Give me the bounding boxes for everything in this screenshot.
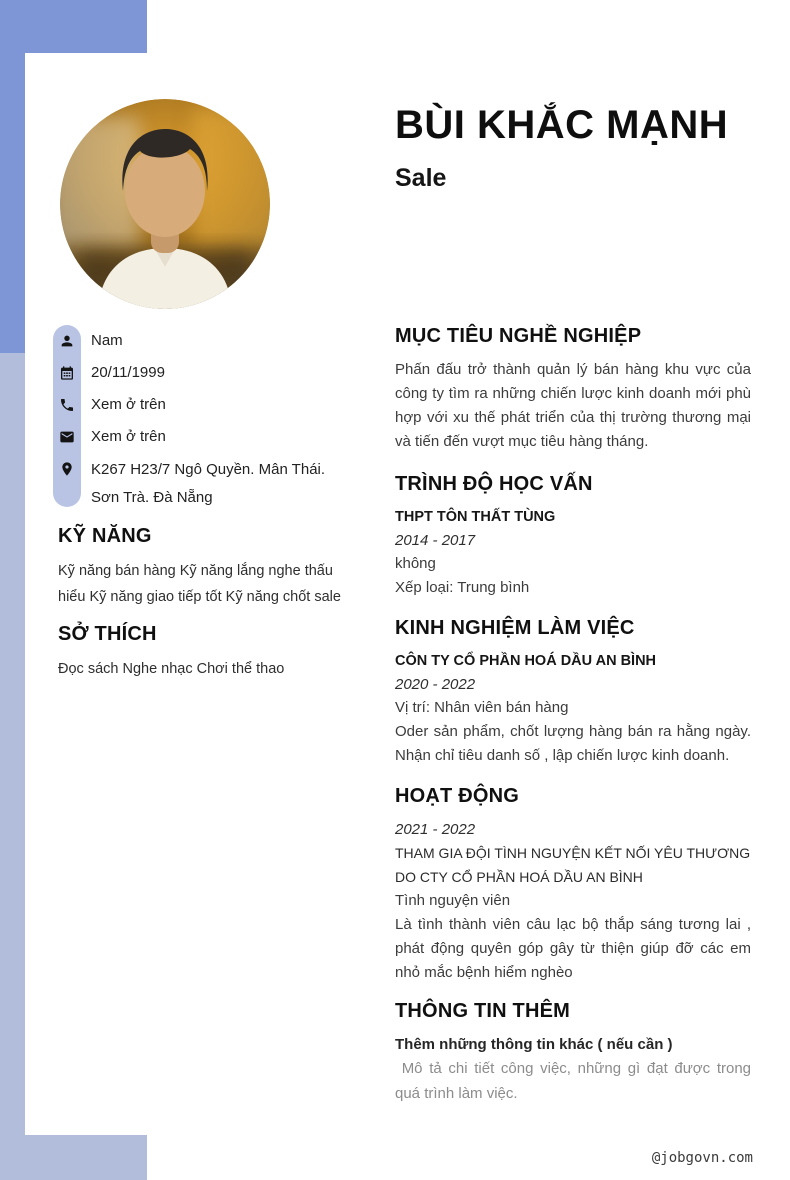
activities-period: 2021 - 2022 [395,821,476,838]
experience-position: Vị trí: Nhân viên bán hàng [395,699,569,716]
email-value: Xem ở trên [91,428,166,445]
phone-icon [53,389,81,413]
education-period: 2014 - 2017 [395,532,476,549]
objective-text: Phấn đấu trở thành quản lý bán hàng khu vực của công ty tìm ra những chiến lược kinh doanh mới phù hợp với xu thế phát triển của thị trường thương mại và tiến đến vượt mục tiêu hàng tháng. [395,361,751,450]
hobbies-text: Đọc sách Nghe nhạc Chơi thể thao [58,661,285,677]
skills-text: Kỹ năng bán hàng Kỹ năng lắng nghe thấu hiểu Kỹ năng giao tiếp tốt Kỹ năng chốt sale [58,563,341,605]
education-school: THPT TÔN THẤT TÙNG [395,509,556,525]
activities-description: Là tình thành viên câu lạc bộ thắp sáng tương lai , phát động quyên góp gây từ thiện giúp đỡ các em nhỏ mắc bệnh hiểm nghèo [395,916,751,981]
info-row-gender [53,325,368,357]
additional-heading: THÔNG TIN THÊM [395,1000,571,1022]
experience-heading: KINH NGHIỆM LÀM VIỆC [395,617,635,639]
section-additional-info [395,999,756,1106]
calendar-icon [53,357,81,381]
experience-company: CÔN TY CỔ PHẦN HOÁ DẦU AN BÌNH [395,653,657,669]
address-value: K267 H23/7 Ngô Quyền. Mân Thái. Sơn Trà. Đà Nẵng [91,461,326,506]
activities-organization: THAM GIA ĐỘI TÌNH NGUYỆN KẾT NỐI YÊU THƯƠNG DO CTY CỔ PHẦN HOÁ DẦU AN BÌNH [395,845,751,885]
info-row-address [53,453,368,512]
gender-value: Nam [91,332,123,349]
objective-heading: MỤC TIÊU NGHỀ NGHIỆP [395,325,642,347]
additional-subtitle: Thêm những thông tin khác ( nếu cần ) [395,1036,673,1053]
info-row-phone [53,389,368,421]
info-row-birthdate [53,357,368,389]
section-hobbies [58,622,350,682]
job-title: Sale [395,164,447,192]
profile-photo [60,99,270,309]
candidate-name: BÙI KHẮC MẠNH [395,103,729,147]
section-experience [395,616,751,768]
birthdate-value: 20/11/1999 [91,364,165,381]
info-row-email [53,421,368,453]
section-activities [395,784,751,985]
left-strip-light-decor [0,353,25,1180]
education-grade: Xếp loại: Trung bình [395,579,530,596]
additional-placeholder-text: Mô tả chi tiết công việc, những gì đạt được trong quá trình làm việc. [395,1060,756,1102]
skills-heading: KỸ NĂNG [58,525,152,547]
section-skills [58,524,350,610]
header [395,100,728,193]
location-icon [53,453,81,477]
education-heading: TRÌNH ĐỘ HỌC VẤN [395,473,593,495]
section-education [395,472,751,600]
activities-heading: HOẠT ĐỘNG [395,785,520,807]
section-objective [395,324,751,454]
personal-info-list [53,325,368,512]
experience-period: 2020 - 2022 [395,676,476,693]
hobbies-heading: SỞ THÍCH [58,623,157,645]
phone-value: Xem ở trên [91,396,166,413]
top-bar-decor [0,0,147,53]
bottom-bar-decor [0,1135,147,1180]
site-watermark: @jobgovn.com [651,1150,753,1166]
email-icon [53,421,81,445]
person-icon [53,325,81,349]
experience-description: Oder sản phẩm, chốt lượng hàng bán ra hằng ngày. Nhận chỉ tiêu danh số , lập chiến lược kinh doanh. [395,723,751,764]
profile-photo-illustration [60,99,270,309]
education-detail: không [395,555,436,572]
activities-role: Tình nguyện viên [395,892,511,909]
